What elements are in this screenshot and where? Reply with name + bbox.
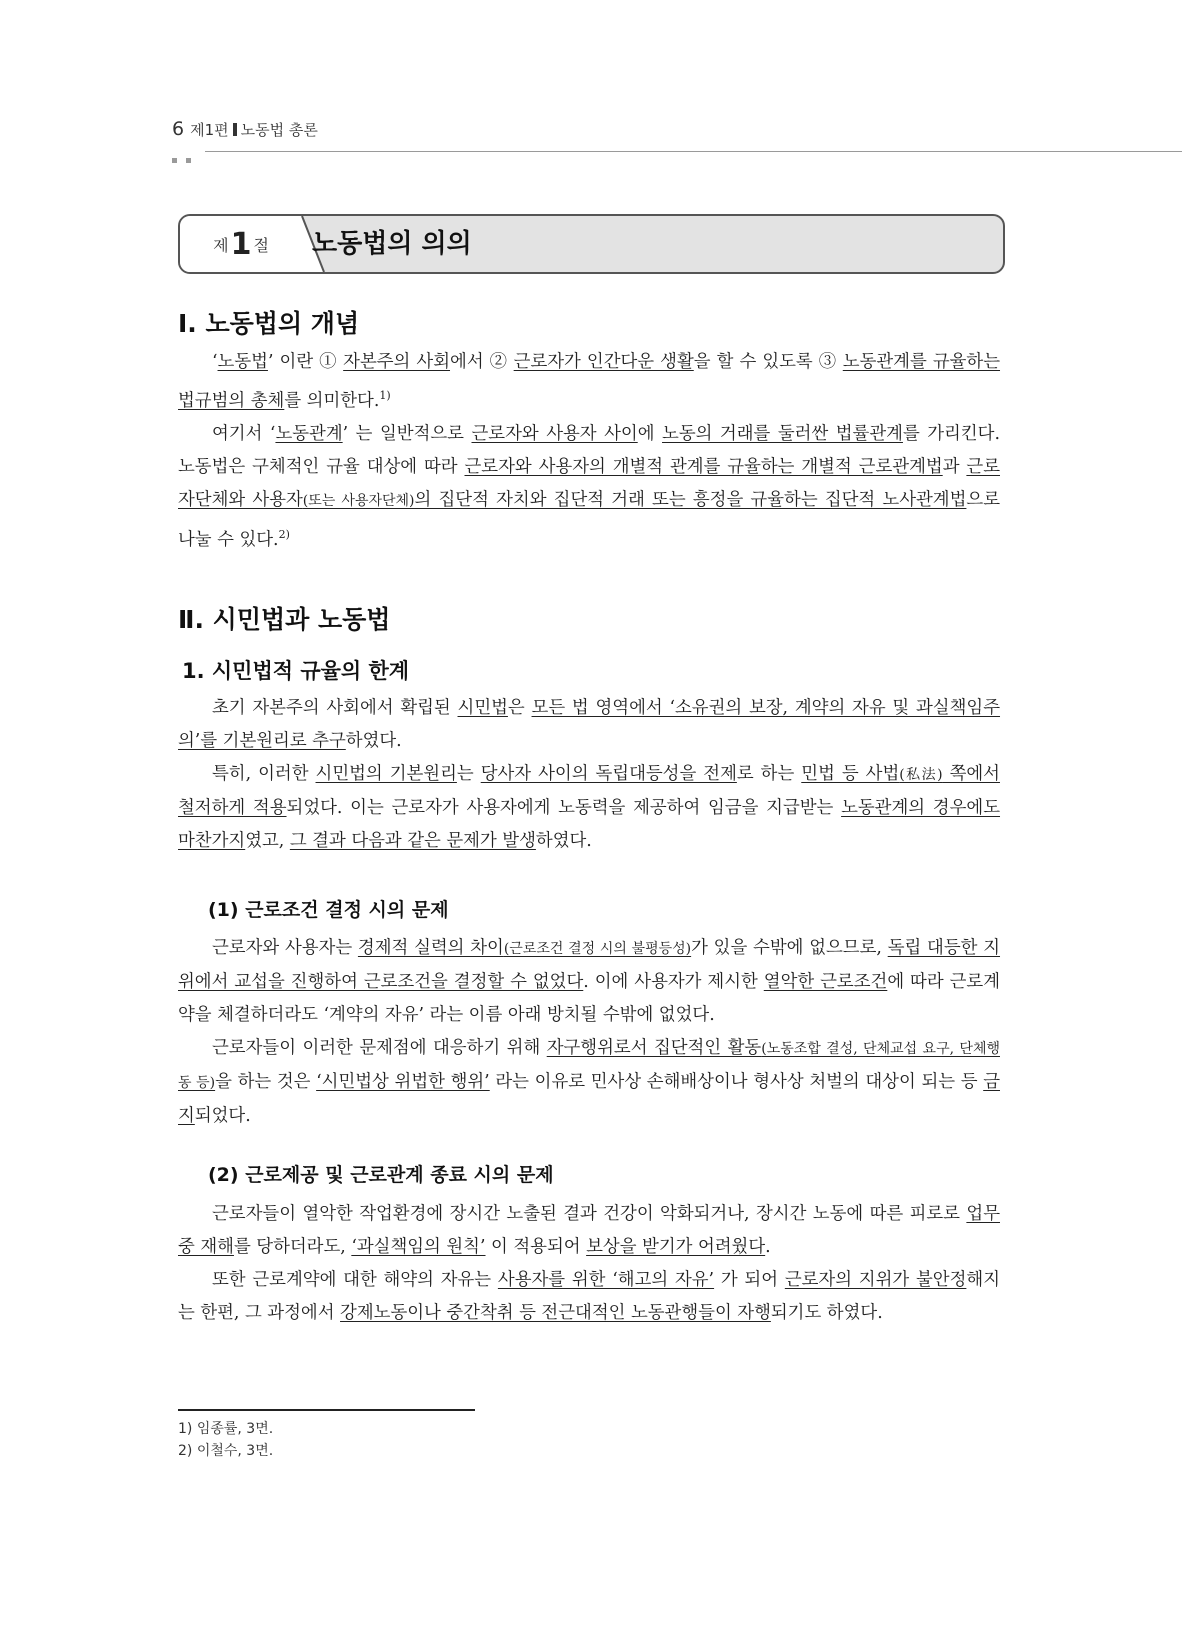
- heading-civil-law: Ⅱ. 시민법과 노동법: [178, 605, 391, 634]
- section-prefix: 제: [213, 235, 229, 255]
- heading-termination: (2) 근로제공 및 근로관계 종료 시의 문제: [208, 1164, 554, 1186]
- footnote-1: 1) 임종률, 3면.: [178, 1421, 274, 1437]
- heading-working-conditions: (1) 근로조건 결정 시의 문제: [208, 899, 449, 921]
- paragraph-group-working-conditions: [178, 932, 1000, 1133]
- heading-limits: 1. 시민법적 규율의 한계: [182, 659, 410, 683]
- section-title: 노동법의 의의: [312, 229, 472, 259]
- section-number-panel: [180, 216, 302, 272]
- footnote-2: 2) 이철수, 3면.: [178, 1443, 274, 1459]
- paragraph: 근로자들이 이러한 문제점에 대응하기 위해 자구행위로서 집단적인 활동(노동조합 결성, 단체교섭 요구, 단체행동 등)을 하는 것은 ‘시민법상 위법한 행위’ 라는 이유로 민사상 손해배상이나 형사상 처벌의 대상이 되는 등 금지되었다.: [178, 1038, 1000, 1126]
- section-title-box: [178, 214, 1005, 274]
- paragraph: 특히, 이러한 시민법의 기본원리는 당사자 사이의 독립대등성을 전제로 하는 민법 등 사법(私法) 쪽에서 철저하게 적용되었다. 이는 근로자가 사용자에게 노동력을 제공하여 임금을 지급받는 노동관계의 경우에도 마찬가지였고, 그 결과 다음과 같은 문제가 발생하였다.: [178, 764, 1001, 851]
- paragraph-group-concept: [178, 346, 1000, 557]
- running-header-part: 제1편: [190, 121, 229, 139]
- heading-concept: Ⅰ. 노동법의 개념: [178, 309, 360, 338]
- paragraph: 근로자와 사용자는 경제적 실력의 차이(근로조건 결정 시의 불평등성)가 있을 수밖에 없으므로, 독립 대등한 지위에서 교섭을 진행하여 근로조건을 결정할 수 없었다. 이에 사용자가 제시한 열악한 근로조건에 따라 근로계약을 체결하더라도 ‘계약의 자유’ 라는 이름 아래 방치될 수밖에 없었다.: [178, 938, 1001, 1025]
- paragraph-group-limits: [178, 692, 1000, 858]
- header-rule: [205, 151, 1182, 152]
- paragraph: 여기서 ‘노동관계’ 는 일반적으로 근로자와 사용자 사이에 노동의 거래를 둘러싼 법률관계를 가리킨다. 노동법은 구체적인 규율 대상에 따라 근로자와 사용자의 개별적 관계를 규율하는 개별적 근로관계법과 근로자단체와 사용자(또는 사용자단체)의 집단적 자치와 집단적 거래 또는 흥정을 규율하는 집단적 노사관계법으로 나눌 수 있다.$^{2)}$: [178, 423, 1001, 550]
- paragraph-group-termination: [178, 1198, 1000, 1330]
- section-suffix: 절: [253, 235, 269, 255]
- paragraph: 근로자들이 열악한 작업환경에 장시간 노출된 결과 건강이 악화되거나, 장시간 노동에 따른 피로로 업무 중 재해를 당하더라도, ‘과실책임의 원칙’ 이 적용되어 보상을 받기가 어려웠다.: [178, 1204, 1000, 1257]
- header-dots: [172, 148, 200, 167]
- paragraph: 또한 근로계약에 대한 해약의 자유는 사용자를 위한 ‘해고의 자유’ 가 되어 근로자의 지위가 불안정해지는 한편, 그 과정에서 강제노동이나 중간착취 등 전근대적인 노동관행들이 자행되기도 하였다.: [178, 1270, 1000, 1323]
- footnotes: [178, 1418, 273, 1462]
- paragraph: 초기 자본주의 사회에서 확립된 시민법은 모든 법 영역에서 ‘소유권의 보장, 계약의 자유 및 과실책임주의’를 기본원리로 추구하였다.: [178, 698, 1001, 751]
- footnote-ref: 1): [379, 389, 391, 402]
- running-header-title: 노동법 총론: [240, 121, 318, 139]
- running-header: [172, 118, 318, 140]
- page-number: 6: [172, 118, 185, 140]
- header-separator: [233, 123, 237, 136]
- footnote-rule: [178, 1409, 475, 1411]
- section-number: 1: [230, 226, 252, 262]
- paragraph: ‘노동법’ 이란 ① 자본주의 사회에서 ② 근로자가 인간다운 생활을 할 수 있도록 ③ 노동관계를 규율하는 법규범의 총체를 의미한다.$^{1)}$: [178, 352, 1001, 411]
- footnote-ref: 2): [278, 527, 290, 541]
